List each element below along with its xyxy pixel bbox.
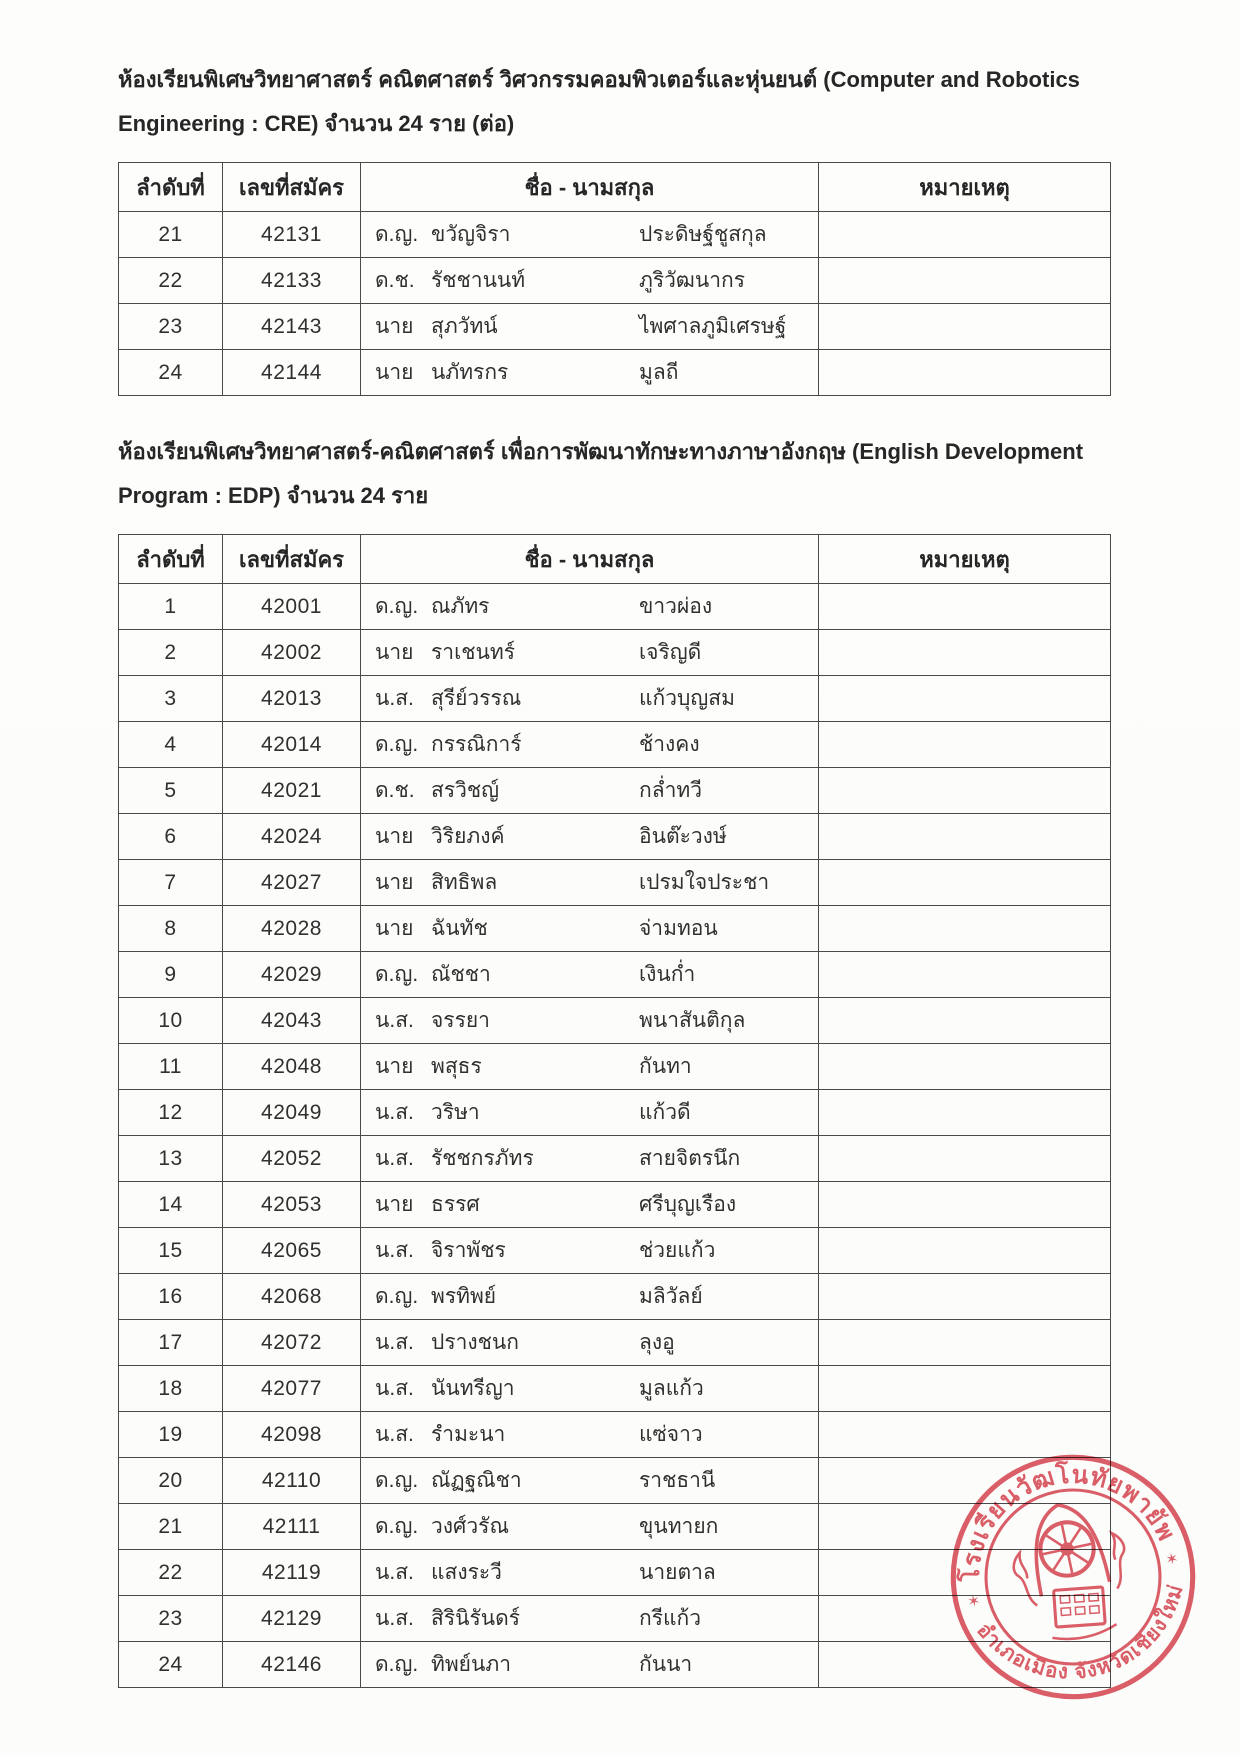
cell-application-number: 42013 [223, 676, 361, 722]
cell-remark [819, 584, 1111, 630]
stamp-top-text: โรงเรียนวัฒโนทัยพายัพ [957, 1461, 1181, 1583]
table-header-row [119, 535, 1111, 584]
cell-remark [819, 1596, 1111, 1642]
section1-title-line1: ห้องเรียนพิเศษวิทยาศาสตร์ คณิตศาสตร์ วิศวกรรมคอมพิวเตอร์และหุ่นยนต์ (Computer and Robotics [118, 67, 1080, 92]
cell-remark [819, 676, 1111, 722]
first-name: สรวิชญ์ [431, 779, 500, 802]
cell-remark [819, 1458, 1111, 1504]
last-name: พนาสันติกุล [639, 1009, 746, 1032]
cell-order-number: 9 [119, 952, 223, 998]
first-name: สิทธิพล [431, 871, 498, 894]
cell-order-number: 14 [119, 1182, 223, 1228]
name-prefix: ด.ญ. [375, 1285, 419, 1308]
name-prefix: นาย [375, 825, 414, 848]
name-prefix: น.ส. [375, 687, 414, 710]
cell-order-number: 5 [119, 768, 223, 814]
name-prefix: นาย [375, 1193, 414, 1216]
cell-full-name [361, 1228, 819, 1274]
name-prefix: ด.ญ. [375, 1653, 419, 1676]
table-row [119, 952, 1111, 998]
last-name: ประดิษฐ์ชูสกุล [639, 223, 767, 246]
table-row [119, 1182, 1111, 1228]
cell-full-name [361, 304, 819, 350]
first-name: ปรางชนก [431, 1331, 519, 1354]
table-row [119, 1090, 1111, 1136]
first-name: แสงระวี [431, 1561, 502, 1584]
cell-full-name [361, 906, 819, 952]
cell-order-number: 19 [119, 1412, 223, 1458]
last-name: เปรมใจประชา [639, 871, 770, 894]
name-prefix: นาย [375, 871, 414, 894]
cell-full-name [361, 258, 819, 304]
cre-roster-body [119, 212, 1111, 396]
col-header-remark: หมายเหตุ [819, 535, 1111, 584]
table-row [119, 630, 1111, 676]
last-name: ลุงอู [639, 1331, 675, 1354]
cell-application-number: 42068 [223, 1274, 361, 1320]
last-name: เงินก่ำ [639, 963, 696, 986]
cell-order-number: 24 [119, 350, 223, 396]
cell-remark [819, 906, 1111, 952]
cell-remark [819, 1228, 1111, 1274]
col-header-order-number: ลำดับที่ [119, 535, 223, 584]
name-prefix: ด.ช. [375, 779, 415, 802]
first-name: รัชชกรภัทร [431, 1147, 534, 1170]
last-name: กันนา [639, 1653, 693, 1676]
cell-order-number: 24 [119, 1642, 223, 1688]
first-name: นันทรีญา [431, 1377, 515, 1400]
table-row [119, 584, 1111, 630]
name-prefix: น.ส. [375, 1147, 414, 1170]
cell-application-number: 42048 [223, 1044, 361, 1090]
last-name: มลิวัลย์ [639, 1285, 703, 1308]
cell-full-name [361, 860, 819, 906]
table-row [119, 722, 1111, 768]
table-row [119, 304, 1111, 350]
cell-full-name [361, 1320, 819, 1366]
cell-application-number: 42119 [223, 1550, 361, 1596]
first-name: ณัชชา [431, 963, 491, 986]
cell-full-name [361, 722, 819, 768]
cell-order-number: 3 [119, 676, 223, 722]
first-name: ทิพย์นภา [431, 1653, 511, 1676]
cell-order-number: 2 [119, 630, 223, 676]
name-prefix: ด.ญ. [375, 1515, 419, 1538]
stamp-bottom-text: อำเภอเมือง จังหวัดเชียงใหม่ [972, 1581, 1188, 1684]
col-header-application-number: เลขที่สมัคร [223, 163, 361, 212]
first-name: รัชชานนท์ [431, 269, 526, 292]
cell-remark [819, 630, 1111, 676]
cell-full-name [361, 1182, 819, 1228]
first-name: วิริยภงค์ [431, 825, 505, 848]
last-name: ช่วยแก้ว [639, 1239, 716, 1262]
cell-order-number: 8 [119, 906, 223, 952]
cell-order-number: 18 [119, 1366, 223, 1412]
section1-title [118, 58, 1110, 146]
section2-title-line1: ห้องเรียนพิเศษวิทยาศาสตร์-คณิตศาสตร์ เพื่อการพัฒนาทักษะทางภาษาอังกฤษ (English Development [118, 439, 1084, 464]
name-prefix: ด.ญ. [375, 223, 419, 246]
cell-full-name [361, 1550, 819, 1596]
last-name: ขาวผ่อง [639, 595, 713, 618]
cell-remark [819, 1550, 1111, 1596]
edp-roster-table [118, 534, 1111, 1688]
last-name: ช้างคง [639, 733, 700, 756]
col-header-full-name: ชื่อ - นามสกุล [361, 163, 819, 212]
page-content [118, 58, 1110, 1722]
last-name: เจริญดี [639, 641, 702, 664]
last-name: มูลถี [639, 361, 679, 384]
cell-full-name [361, 1504, 819, 1550]
cell-application-number: 42143 [223, 304, 361, 350]
cell-order-number: 10 [119, 998, 223, 1044]
table-row [119, 1550, 1111, 1596]
cell-order-number: 13 [119, 1136, 223, 1182]
first-name: จรรยา [431, 1009, 490, 1032]
cell-order-number: 12 [119, 1090, 223, 1136]
cell-application-number: 42072 [223, 1320, 361, 1366]
stamp-left-ornament-icon: ✶ [965, 1592, 983, 1612]
table-row [119, 998, 1111, 1044]
first-name: กรรณิการ์ [431, 733, 522, 756]
last-name: แก้วดี [639, 1101, 691, 1124]
cell-remark [819, 1320, 1111, 1366]
col-header-application-number: เลขที่สมัคร [223, 535, 361, 584]
name-prefix: ด.ญ. [375, 1469, 419, 1492]
name-prefix: น.ส. [375, 1377, 414, 1400]
cell-application-number: 42146 [223, 1642, 361, 1688]
stamp-right-ornament-icon: ✶ [1164, 1550, 1181, 1570]
first-name: ราเชนทร์ [431, 641, 515, 664]
section2-title-line2: Program : EDP) จำนวน 24 ราย [118, 483, 429, 508]
cell-order-number: 11 [119, 1044, 223, 1090]
last-name: ภูริวัฒนากร [639, 269, 746, 292]
cell-application-number: 42028 [223, 906, 361, 952]
table-row [119, 1274, 1111, 1320]
cell-remark [819, 1182, 1111, 1228]
table-row [119, 906, 1111, 952]
name-prefix: นาย [375, 1055, 414, 1078]
cell-application-number: 42133 [223, 258, 361, 304]
last-name: แซ่จาว [639, 1423, 703, 1446]
cell-remark [819, 304, 1111, 350]
first-name: รำมะนา [431, 1423, 506, 1446]
cell-order-number: 22 [119, 258, 223, 304]
first-name: ฉันทัช [431, 917, 488, 940]
cell-application-number: 42111 [223, 1504, 361, 1550]
first-name: นภัทรกร [431, 361, 509, 384]
cell-order-number: 22 [119, 1550, 223, 1596]
cell-full-name [361, 1090, 819, 1136]
cell-order-number: 20 [119, 1458, 223, 1504]
cell-full-name [361, 350, 819, 396]
table-row [119, 1412, 1111, 1458]
table-row [119, 860, 1111, 906]
first-name: สุภวัทน์ [431, 315, 498, 338]
name-prefix: ด.ญ. [375, 733, 419, 756]
col-header-order-number: ลำดับที่ [119, 163, 223, 212]
cell-application-number: 42002 [223, 630, 361, 676]
cell-full-name [361, 998, 819, 1044]
cell-full-name [361, 1274, 819, 1320]
table-row [119, 1320, 1111, 1366]
col-header-full-name: ชื่อ - นามสกุล [361, 535, 819, 584]
table-row [119, 258, 1111, 304]
table-row [119, 1504, 1111, 1550]
cell-full-name [361, 1366, 819, 1412]
cell-application-number: 42077 [223, 1366, 361, 1412]
cell-application-number: 42065 [223, 1228, 361, 1274]
cell-order-number: 4 [119, 722, 223, 768]
cell-remark [819, 860, 1111, 906]
cell-application-number: 42129 [223, 1596, 361, 1642]
last-name: ศรีบุญเรือง [639, 1193, 737, 1216]
table-row [119, 814, 1111, 860]
cre-roster-table [118, 162, 1111, 396]
table-row [119, 768, 1111, 814]
table-row [119, 1366, 1111, 1412]
cell-remark [819, 998, 1111, 1044]
name-prefix: น.ส. [375, 1561, 414, 1584]
first-name: ธรรศ [431, 1193, 480, 1216]
table-row [119, 676, 1111, 722]
cell-order-number: 21 [119, 212, 223, 258]
cell-order-number: 1 [119, 584, 223, 630]
cell-full-name [361, 814, 819, 860]
cell-application-number: 42049 [223, 1090, 361, 1136]
last-name: กล่ำทวี [639, 779, 703, 802]
first-name: ณภัทร [431, 595, 490, 618]
name-prefix: ด.ญ. [375, 963, 419, 986]
table-row [119, 1596, 1111, 1642]
cell-full-name [361, 1458, 819, 1504]
last-name: ขุนทายก [639, 1515, 719, 1538]
first-name: วงศ์วรัณ [431, 1515, 509, 1538]
cell-remark [819, 350, 1111, 396]
first-name: สิรินิรันดร์ [431, 1607, 521, 1630]
cell-application-number: 42014 [223, 722, 361, 768]
name-prefix: น.ส. [375, 1101, 414, 1124]
cell-remark [819, 258, 1111, 304]
cell-remark [819, 722, 1111, 768]
cell-full-name [361, 952, 819, 998]
last-name: มูลแก้ว [639, 1377, 704, 1400]
cell-order-number: 6 [119, 814, 223, 860]
cell-remark [819, 952, 1111, 998]
cell-remark [819, 1090, 1111, 1136]
cell-full-name [361, 630, 819, 676]
name-prefix: นาย [375, 641, 414, 664]
last-name: ราชธานี [639, 1469, 716, 1492]
name-prefix: น.ส. [375, 1331, 414, 1354]
cell-remark [819, 1412, 1111, 1458]
table-row [119, 1044, 1111, 1090]
cell-remark [819, 1504, 1111, 1550]
cell-order-number: 15 [119, 1228, 223, 1274]
cell-remark [819, 1044, 1111, 1090]
cell-application-number: 42144 [223, 350, 361, 396]
cell-full-name [361, 212, 819, 258]
cell-full-name [361, 584, 819, 630]
cell-remark [819, 1136, 1111, 1182]
first-name: สุรีย์วรรณ [431, 687, 522, 710]
last-name: นายตาล [639, 1561, 716, 1584]
cell-application-number: 42052 [223, 1136, 361, 1182]
first-name: วริษา [431, 1101, 480, 1124]
name-prefix: น.ส. [375, 1607, 414, 1630]
cell-remark [819, 1642, 1111, 1688]
section2-title [118, 430, 1110, 518]
last-name: อินต๊ะวงษ์ [639, 825, 727, 848]
cell-order-number: 17 [119, 1320, 223, 1366]
cell-application-number: 42098 [223, 1412, 361, 1458]
table-row [119, 1642, 1111, 1688]
edp-roster-body [119, 584, 1111, 1688]
cell-application-number: 42027 [223, 860, 361, 906]
cell-application-number: 42021 [223, 768, 361, 814]
cell-application-number: 42029 [223, 952, 361, 998]
first-name: ณัฏฐณิชา [431, 1469, 522, 1492]
table-row [119, 1136, 1111, 1182]
first-name: พรทิพย์ [431, 1285, 497, 1308]
name-prefix: นาย [375, 315, 414, 338]
cell-order-number: 16 [119, 1274, 223, 1320]
table-row [119, 212, 1111, 258]
cell-full-name [361, 1596, 819, 1642]
cell-order-number: 7 [119, 860, 223, 906]
cell-application-number: 42043 [223, 998, 361, 1044]
name-prefix: น.ส. [375, 1239, 414, 1262]
first-name: พสุธร [431, 1055, 482, 1078]
last-name: กันทา [639, 1055, 692, 1078]
table-row [119, 1458, 1111, 1504]
name-prefix: น.ส. [375, 1423, 414, 1446]
name-prefix: น.ส. [375, 1009, 414, 1032]
cell-remark [819, 1366, 1111, 1412]
name-prefix: นาย [375, 361, 414, 384]
first-name: ขวัญจิรา [431, 223, 511, 246]
cell-order-number: 23 [119, 304, 223, 350]
cell-full-name [361, 1044, 819, 1090]
section1-title-line2: Engineering : CRE) จำนวน 24 ราย (ต่อ) [118, 111, 515, 136]
cell-application-number: 42024 [223, 814, 361, 860]
cell-remark [819, 1274, 1111, 1320]
cell-order-number: 23 [119, 1596, 223, 1642]
cell-application-number: 42131 [223, 212, 361, 258]
name-prefix: ด.ญ. [375, 595, 419, 618]
cell-application-number: 42001 [223, 584, 361, 630]
last-name: ไพศาลภูมิเศรษฐ์ [639, 315, 787, 338]
last-name: กรีแก้ว [639, 1607, 702, 1630]
table-header-row [119, 163, 1111, 212]
cell-full-name [361, 1642, 819, 1688]
cell-full-name [361, 676, 819, 722]
table-row [119, 350, 1111, 396]
last-name: สายจิตรนึก [639, 1147, 741, 1170]
col-header-remark: หมายเหตุ [819, 163, 1111, 212]
cell-application-number: 42053 [223, 1182, 361, 1228]
cell-full-name [361, 1136, 819, 1182]
last-name: แก้วบุญสม [639, 687, 735, 710]
cell-remark [819, 212, 1111, 258]
last-name: จ่ามทอน [639, 917, 718, 940]
cell-full-name [361, 1412, 819, 1458]
cell-remark [819, 814, 1111, 860]
cell-order-number: 21 [119, 1504, 223, 1550]
first-name: จิราพัชร [431, 1239, 506, 1262]
cell-application-number: 42110 [223, 1458, 361, 1504]
name-prefix: นาย [375, 917, 414, 940]
cell-full-name [361, 768, 819, 814]
name-prefix: ด.ช. [375, 269, 415, 292]
table-row [119, 1228, 1111, 1274]
cell-remark [819, 768, 1111, 814]
